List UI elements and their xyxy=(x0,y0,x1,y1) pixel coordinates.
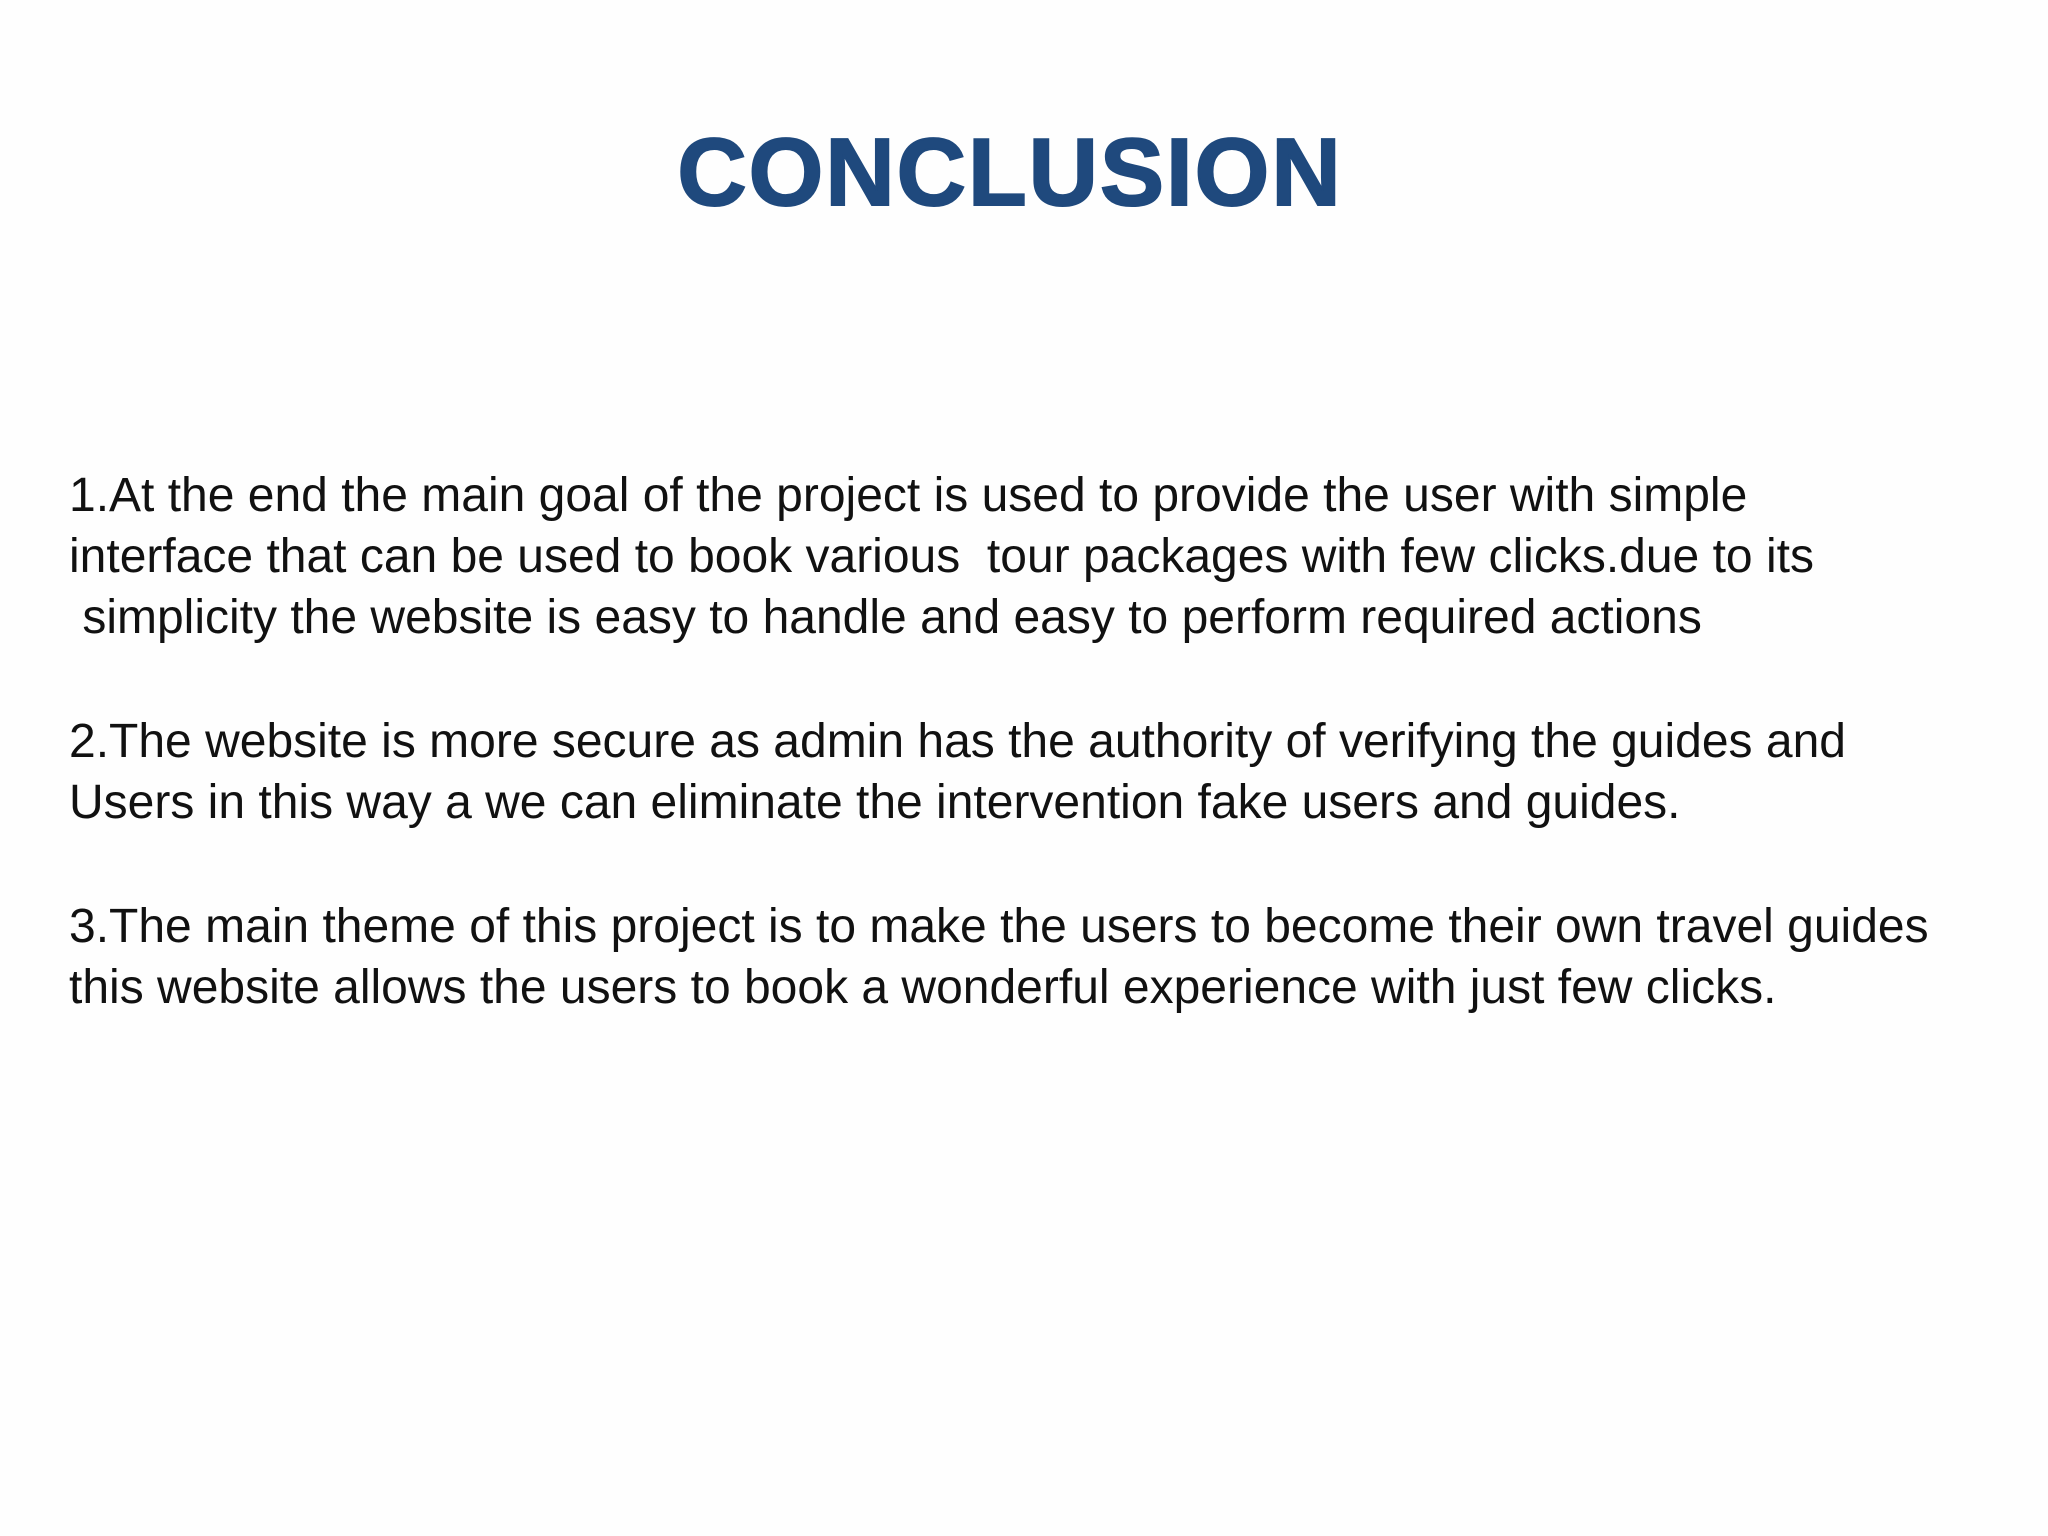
text-line: 2.The website is more secure as admin has the authority of verifying the guides and xyxy=(69,715,1846,768)
text-line: 3.The main theme of this project is to make the users to become their own travel guides xyxy=(69,900,1929,953)
conclusion-point-1 xyxy=(69,465,2048,648)
text-line: simplicity the website is easy to handle and easy to perform required actions xyxy=(69,591,1702,644)
text-line: interface that can be used to book various tour packages with few clicks.due to its xyxy=(69,530,1814,583)
slide-title: CONCLUSION xyxy=(677,119,1343,226)
text-line: this website allows the users to book a wonderful experience with just few clicks. xyxy=(69,961,1777,1014)
conclusion-point-3 xyxy=(69,896,2048,1018)
text-line: 1.At the end the main goal of the project is used to provide the user with simple xyxy=(69,469,1748,522)
text-line: Users in this way a we can eliminate the intervention fake users and guides. xyxy=(69,776,1681,829)
slide-body xyxy=(69,465,2048,1081)
conclusion-point-2 xyxy=(69,711,2048,833)
